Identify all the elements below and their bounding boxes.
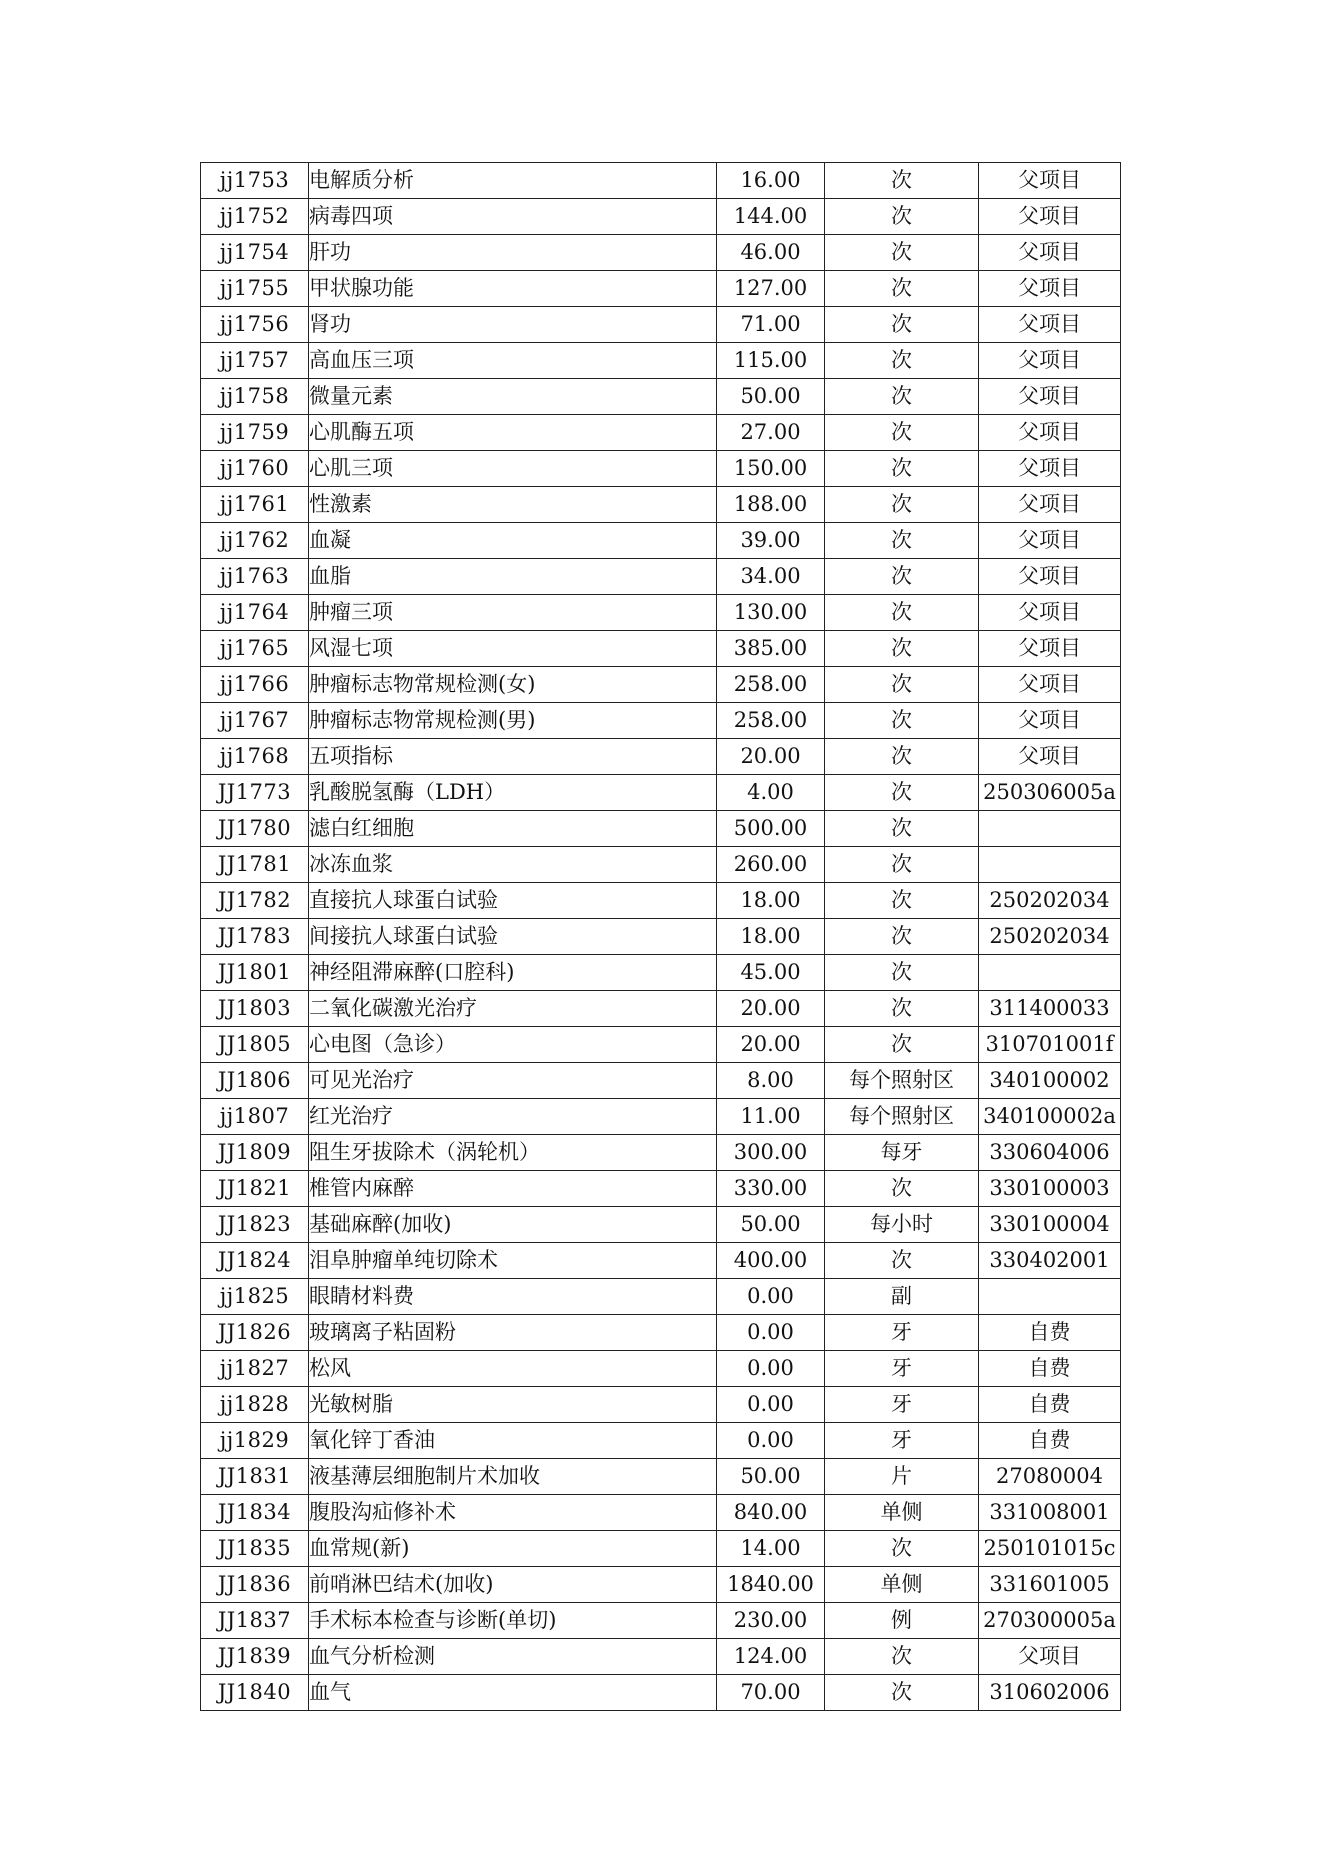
table-row (201, 559, 1121, 595)
item-name-cell: 椎管内麻醉 (309, 1171, 717, 1207)
item-code-cell: JJ1831 (201, 1459, 309, 1495)
item-price-cell: 258.00 (717, 703, 825, 739)
item-price-cell: 18.00 (717, 883, 825, 919)
item-remark-cell: 父项目 (979, 307, 1121, 343)
item-unit-cell: 次 (825, 271, 979, 307)
item-unit-cell: 次 (825, 379, 979, 415)
item-remark-cell: 310701001f (979, 1027, 1121, 1063)
item-remark-cell: 自费 (979, 1351, 1121, 1387)
table-row (201, 1135, 1121, 1171)
item-price-cell: 16.00 (717, 163, 825, 199)
item-name-cell: 血凝 (309, 523, 717, 559)
item-name-cell: 血常规(新) (309, 1531, 717, 1567)
item-remark-cell: 27080004 (979, 1459, 1121, 1495)
item-remark-cell (979, 1279, 1121, 1315)
table-row (201, 1063, 1121, 1099)
fee-table (200, 162, 1121, 1711)
item-price-cell: 1840.00 (717, 1567, 825, 1603)
item-name-cell: 心肌酶五项 (309, 415, 717, 451)
table-row (201, 307, 1121, 343)
item-unit-cell: 次 (825, 1171, 979, 1207)
item-code-cell: JJ1782 (201, 883, 309, 919)
item-name-cell: 前哨淋巴结术(加收) (309, 1567, 717, 1603)
item-remark-cell: 自费 (979, 1423, 1121, 1459)
item-price-cell: 258.00 (717, 667, 825, 703)
item-remark-cell: 父项目 (979, 667, 1121, 703)
item-code-cell: jj1829 (201, 1423, 309, 1459)
item-price-cell: 71.00 (717, 307, 825, 343)
item-remark-cell: 父项目 (979, 451, 1121, 487)
item-unit-cell: 次 (825, 919, 979, 955)
table-row (201, 1207, 1121, 1243)
item-name-cell: 血脂 (309, 559, 717, 595)
item-remark-cell: 270300005a (979, 1603, 1121, 1639)
item-remark-cell (979, 847, 1121, 883)
item-code-cell: jj1759 (201, 415, 309, 451)
item-code-cell: JJ1806 (201, 1063, 309, 1099)
table-row (201, 235, 1121, 271)
item-name-cell: 二氧化碳激光治疗 (309, 991, 717, 1027)
item-remark-cell (979, 955, 1121, 991)
item-remark-cell: 父项目 (979, 271, 1121, 307)
item-code-cell: jj1761 (201, 487, 309, 523)
item-price-cell: 14.00 (717, 1531, 825, 1567)
item-unit-cell: 例 (825, 1603, 979, 1639)
fee-table-body (201, 163, 1121, 1711)
item-code-cell: JJ1805 (201, 1027, 309, 1063)
item-price-cell: 0.00 (717, 1387, 825, 1423)
item-remark-cell: 340100002 (979, 1063, 1121, 1099)
item-price-cell: 18.00 (717, 919, 825, 955)
item-name-cell: 肿瘤标志物常规检测(女) (309, 667, 717, 703)
item-remark-cell: 330604006 (979, 1135, 1121, 1171)
item-code-cell: JJ1835 (201, 1531, 309, 1567)
item-name-cell: 血气分析检测 (309, 1639, 717, 1675)
item-unit-cell: 次 (825, 307, 979, 343)
item-unit-cell: 次 (825, 1639, 979, 1675)
item-remark-cell: 父项目 (979, 163, 1121, 199)
item-code-cell: jj1764 (201, 595, 309, 631)
item-remark-cell: 340100002a (979, 1099, 1121, 1135)
item-unit-cell: 次 (825, 199, 979, 235)
item-price-cell: 39.00 (717, 523, 825, 559)
item-code-cell: jj1828 (201, 1387, 309, 1423)
item-price-cell: 144.00 (717, 199, 825, 235)
item-name-cell: 乳酸脱氢酶（LDH） (309, 775, 717, 811)
item-code-cell: JJ1803 (201, 991, 309, 1027)
item-price-cell: 230.00 (717, 1603, 825, 1639)
item-unit-cell: 次 (825, 415, 979, 451)
table-row (201, 811, 1121, 847)
item-remark-cell: 330100004 (979, 1207, 1121, 1243)
item-price-cell: 46.00 (717, 235, 825, 271)
item-code-cell: jj1766 (201, 667, 309, 703)
item-remark-cell: 自费 (979, 1387, 1121, 1423)
item-price-cell: 20.00 (717, 991, 825, 1027)
item-unit-cell: 次 (825, 1531, 979, 1567)
item-unit-cell: 每个照射区 (825, 1099, 979, 1135)
item-name-cell: 风湿七项 (309, 631, 717, 667)
table-row (201, 379, 1121, 415)
item-name-cell: 电解质分析 (309, 163, 717, 199)
item-unit-cell: 次 (825, 631, 979, 667)
item-unit-cell: 每牙 (825, 1135, 979, 1171)
item-code-cell: JJ1840 (201, 1675, 309, 1711)
table-row (201, 739, 1121, 775)
item-unit-cell: 牙 (825, 1387, 979, 1423)
item-name-cell: 甲状腺功能 (309, 271, 717, 307)
item-remark-cell: 330100003 (979, 1171, 1121, 1207)
item-unit-cell: 每个照射区 (825, 1063, 979, 1099)
item-price-cell: 8.00 (717, 1063, 825, 1099)
item-price-cell: 840.00 (717, 1495, 825, 1531)
item-remark-cell: 父项目 (979, 379, 1121, 415)
item-unit-cell: 次 (825, 523, 979, 559)
item-code-cell: jj1827 (201, 1351, 309, 1387)
item-unit-cell: 次 (825, 775, 979, 811)
table-row (201, 487, 1121, 523)
item-name-cell: 光敏树脂 (309, 1387, 717, 1423)
item-code-cell: JJ1834 (201, 1495, 309, 1531)
item-unit-cell: 次 (825, 235, 979, 271)
item-name-cell: 玻璃离子粘固粉 (309, 1315, 717, 1351)
item-remark-cell: 父项目 (979, 1639, 1121, 1675)
item-unit-cell: 次 (825, 667, 979, 703)
item-code-cell: JJ1836 (201, 1567, 309, 1603)
item-name-cell: 可见光治疗 (309, 1063, 717, 1099)
table-row (201, 1027, 1121, 1063)
item-unit-cell: 单侧 (825, 1567, 979, 1603)
item-price-cell: 385.00 (717, 631, 825, 667)
item-price-cell: 50.00 (717, 1459, 825, 1495)
item-code-cell: JJ1781 (201, 847, 309, 883)
table-row (201, 1675, 1121, 1711)
item-unit-cell: 次 (825, 703, 979, 739)
table-row (201, 1495, 1121, 1531)
item-name-cell: 腹股沟疝修补术 (309, 1495, 717, 1531)
table-row (201, 883, 1121, 919)
table-row (201, 1171, 1121, 1207)
table-row (201, 631, 1121, 667)
item-name-cell: 冰冻血浆 (309, 847, 717, 883)
item-remark-cell: 331008001 (979, 1495, 1121, 1531)
item-remark-cell: 自费 (979, 1315, 1121, 1351)
item-unit-cell: 单侧 (825, 1495, 979, 1531)
item-name-cell: 滤白红细胞 (309, 811, 717, 847)
item-code-cell: jj1752 (201, 199, 309, 235)
item-code-cell: jj1754 (201, 235, 309, 271)
item-code-cell: jj1767 (201, 703, 309, 739)
item-name-cell: 松风 (309, 1351, 717, 1387)
table-row (201, 1315, 1121, 1351)
item-unit-cell: 片 (825, 1459, 979, 1495)
item-name-cell: 心肌三项 (309, 451, 717, 487)
item-code-cell: JJ1783 (201, 919, 309, 955)
item-price-cell: 0.00 (717, 1351, 825, 1387)
item-unit-cell: 次 (825, 739, 979, 775)
item-remark-cell: 父项目 (979, 235, 1121, 271)
table-row (201, 1243, 1121, 1279)
table-row (201, 703, 1121, 739)
item-code-cell: JJ1780 (201, 811, 309, 847)
item-unit-cell: 次 (825, 1675, 979, 1711)
item-name-cell: 液基薄层细胞制片术加收 (309, 1459, 717, 1495)
item-price-cell: 188.00 (717, 487, 825, 523)
item-name-cell: 心电图（急诊） (309, 1027, 717, 1063)
item-price-cell: 500.00 (717, 811, 825, 847)
item-name-cell: 红光治疗 (309, 1099, 717, 1135)
item-name-cell: 间接抗人球蛋白试验 (309, 919, 717, 955)
item-unit-cell: 次 (825, 559, 979, 595)
item-price-cell: 0.00 (717, 1315, 825, 1351)
item-unit-cell: 次 (825, 1027, 979, 1063)
item-remark-cell: 310602006 (979, 1675, 1121, 1711)
table-row (201, 1531, 1121, 1567)
item-code-cell: jj1807 (201, 1099, 309, 1135)
item-name-cell: 阻生牙拔除术（涡轮机） (309, 1135, 717, 1171)
item-price-cell: 260.00 (717, 847, 825, 883)
item-name-cell: 氧化锌丁香油 (309, 1423, 717, 1459)
item-remark-cell: 父项目 (979, 523, 1121, 559)
item-remark-cell: 父项目 (979, 415, 1121, 451)
item-code-cell: jj1755 (201, 271, 309, 307)
item-unit-cell: 次 (825, 487, 979, 523)
table-row (201, 199, 1121, 235)
table-row (201, 343, 1121, 379)
item-remark-cell: 331601005 (979, 1567, 1121, 1603)
item-unit-cell: 副 (825, 1279, 979, 1315)
table-row (201, 1387, 1121, 1423)
table-row (201, 523, 1121, 559)
item-unit-cell: 牙 (825, 1315, 979, 1351)
item-name-cell: 性激素 (309, 487, 717, 523)
item-name-cell: 肿瘤标志物常规检测(男) (309, 703, 717, 739)
item-price-cell: 127.00 (717, 271, 825, 307)
item-name-cell: 直接抗人球蛋白试验 (309, 883, 717, 919)
table-row (201, 847, 1121, 883)
item-code-cell: jj1768 (201, 739, 309, 775)
item-code-cell: jj1758 (201, 379, 309, 415)
item-price-cell: 20.00 (717, 1027, 825, 1063)
item-code-cell: jj1765 (201, 631, 309, 667)
item-price-cell: 50.00 (717, 379, 825, 415)
item-code-cell: jj1825 (201, 1279, 309, 1315)
item-unit-cell: 次 (825, 991, 979, 1027)
item-name-cell: 手术标本检查与诊断(单切) (309, 1603, 717, 1639)
item-code-cell: jj1762 (201, 523, 309, 559)
item-code-cell: JJ1809 (201, 1135, 309, 1171)
table-row (201, 1279, 1121, 1315)
item-code-cell: JJ1826 (201, 1315, 309, 1351)
table-row (201, 163, 1121, 199)
item-remark-cell: 父项目 (979, 487, 1121, 523)
item-code-cell: JJ1837 (201, 1603, 309, 1639)
item-unit-cell: 每小时 (825, 1207, 979, 1243)
item-unit-cell: 牙 (825, 1423, 979, 1459)
item-code-cell: jj1757 (201, 343, 309, 379)
item-price-cell: 124.00 (717, 1639, 825, 1675)
item-price-cell: 20.00 (717, 739, 825, 775)
item-remark-cell: 250202034 (979, 883, 1121, 919)
item-price-cell: 4.00 (717, 775, 825, 811)
table-row (201, 271, 1121, 307)
item-name-cell: 泪阜肿瘤单纯切除术 (309, 1243, 717, 1279)
table-row (201, 1567, 1121, 1603)
item-remark-cell: 250101015c (979, 1531, 1121, 1567)
item-code-cell: JJ1801 (201, 955, 309, 991)
item-name-cell: 高血压三项 (309, 343, 717, 379)
table-row (201, 667, 1121, 703)
item-code-cell: jj1760 (201, 451, 309, 487)
item-code-cell: jj1753 (201, 163, 309, 199)
item-code-cell: jj1756 (201, 307, 309, 343)
item-price-cell: 115.00 (717, 343, 825, 379)
item-price-cell: 11.00 (717, 1099, 825, 1135)
item-price-cell: 34.00 (717, 559, 825, 595)
item-unit-cell: 次 (825, 343, 979, 379)
item-price-cell: 330.00 (717, 1171, 825, 1207)
table-row (201, 451, 1121, 487)
item-unit-cell: 牙 (825, 1351, 979, 1387)
item-price-cell: 27.00 (717, 415, 825, 451)
table-row (201, 1351, 1121, 1387)
item-price-cell: 45.00 (717, 955, 825, 991)
table-row (201, 1639, 1121, 1675)
item-code-cell: jj1763 (201, 559, 309, 595)
item-unit-cell: 次 (825, 163, 979, 199)
table-row (201, 775, 1121, 811)
item-code-cell: JJ1824 (201, 1243, 309, 1279)
item-unit-cell: 次 (825, 1243, 979, 1279)
item-remark-cell: 父项目 (979, 703, 1121, 739)
table-row (201, 1423, 1121, 1459)
table-row (201, 1459, 1121, 1495)
table-row (201, 415, 1121, 451)
item-price-cell: 300.00 (717, 1135, 825, 1171)
item-remark-cell (979, 811, 1121, 847)
item-price-cell: 0.00 (717, 1279, 825, 1315)
item-price-cell: 130.00 (717, 595, 825, 631)
item-code-cell: JJ1839 (201, 1639, 309, 1675)
item-remark-cell: 311400033 (979, 991, 1121, 1027)
table-row (201, 991, 1121, 1027)
table-row (201, 1099, 1121, 1135)
item-unit-cell: 次 (825, 595, 979, 631)
item-remark-cell: 父项目 (979, 631, 1121, 667)
item-price-cell: 150.00 (717, 451, 825, 487)
table-row (201, 595, 1121, 631)
table-row (201, 1603, 1121, 1639)
item-remark-cell: 父项目 (979, 739, 1121, 775)
item-name-cell: 肾功 (309, 307, 717, 343)
item-price-cell: 400.00 (717, 1243, 825, 1279)
table-row (201, 955, 1121, 991)
item-remark-cell: 父项目 (979, 199, 1121, 235)
item-remark-cell: 330402001 (979, 1243, 1121, 1279)
table-row (201, 919, 1121, 955)
item-unit-cell: 次 (825, 883, 979, 919)
item-unit-cell: 次 (825, 811, 979, 847)
item-code-cell: JJ1773 (201, 775, 309, 811)
item-remark-cell: 250202034 (979, 919, 1121, 955)
item-name-cell: 基础麻醉(加收) (309, 1207, 717, 1243)
item-remark-cell: 父项目 (979, 559, 1121, 595)
item-code-cell: JJ1823 (201, 1207, 309, 1243)
item-remark-cell: 父项目 (979, 343, 1121, 379)
item-code-cell: JJ1821 (201, 1171, 309, 1207)
item-name-cell: 神经阻滞麻醉(口腔科) (309, 955, 717, 991)
item-remark-cell: 父项目 (979, 595, 1121, 631)
item-name-cell: 病毒四项 (309, 199, 717, 235)
item-unit-cell: 次 (825, 847, 979, 883)
item-name-cell: 肝功 (309, 235, 717, 271)
item-name-cell: 五项指标 (309, 739, 717, 775)
item-name-cell: 肿瘤三项 (309, 595, 717, 631)
item-name-cell: 血气 (309, 1675, 717, 1711)
item-remark-cell: 250306005a (979, 775, 1121, 811)
item-unit-cell: 次 (825, 955, 979, 991)
item-name-cell: 微量元素 (309, 379, 717, 415)
item-price-cell: 70.00 (717, 1675, 825, 1711)
item-unit-cell: 次 (825, 451, 979, 487)
item-price-cell: 50.00 (717, 1207, 825, 1243)
item-price-cell: 0.00 (717, 1423, 825, 1459)
item-name-cell: 眼睛材料费 (309, 1279, 717, 1315)
